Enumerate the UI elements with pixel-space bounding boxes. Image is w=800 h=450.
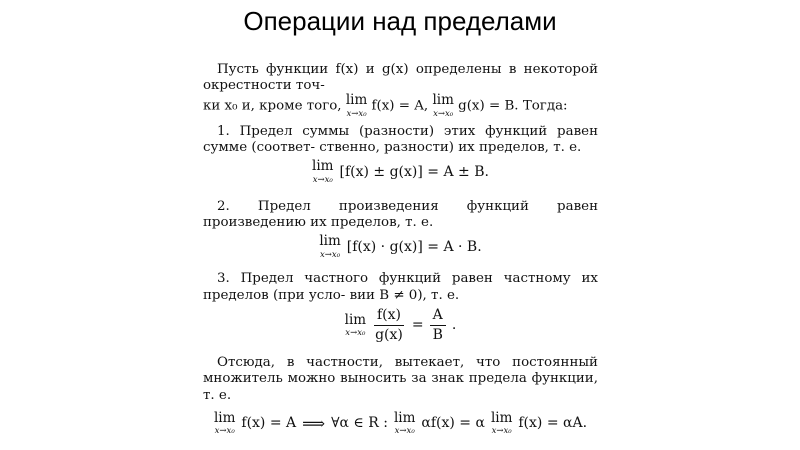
intro-line-2 xyxy=(203,94,598,118)
fraction-denominator: B xyxy=(432,327,443,344)
formula-constant-a: f(x) = A xyxy=(241,415,297,432)
then-word: Тогда: xyxy=(522,98,568,114)
formula-constant-b: αf(x) = α xyxy=(421,415,485,432)
forall-alpha: ∀α ∈ R : xyxy=(331,415,388,432)
limit-operator: lim x→x₀ xyxy=(490,409,513,437)
intro-line-2-start: ки x₀ и, кроме того, xyxy=(203,98,342,114)
rule-2-text: 2. Предел произведения функций равен произведению их пределов, т. е. xyxy=(203,199,598,231)
fraction-f-over-g xyxy=(372,308,406,344)
fraction-numerator: f(x) xyxy=(374,308,404,326)
limit-f-equals-a: f(x) = A, xyxy=(371,98,429,114)
formula-product xyxy=(203,235,598,259)
formula-sum-body: [f(x) ± g(x)] = A ± B. xyxy=(339,163,489,180)
limit-operator: lim x→x₀ xyxy=(213,409,236,437)
fraction-denominator: g(x) xyxy=(375,327,403,344)
formula-quotient xyxy=(203,308,598,344)
period: . xyxy=(451,317,457,334)
rule-1-text: 1. Предел суммы (разности) этих функций равен сумме (соответ- ственно, разности) их пределов, т. е. xyxy=(203,124,598,156)
limit-g-equals-b: g(x) = B. xyxy=(458,98,519,114)
formula-sum xyxy=(203,160,598,184)
limit-operator: lim x→x₀ xyxy=(319,233,341,260)
formula-constant-c: f(x) = αA. xyxy=(518,415,588,432)
document-body xyxy=(203,62,598,442)
implies-symbol: ⟹ xyxy=(302,414,326,434)
limit-operator: lim x→x₀ xyxy=(344,311,367,339)
fraction-numerator: A xyxy=(430,308,446,326)
rule-3-text: 3. Предел частного функций равен частному их пределов (при усло- вии B ≠ 0), т. е. xyxy=(203,271,598,303)
limit-operator: lim x→x₀ xyxy=(432,92,454,119)
equals-sign: = xyxy=(411,317,424,334)
limit-operator: lim x→x₀ xyxy=(312,158,334,185)
formula-product-body: [f(x) · g(x)] = A · B. xyxy=(346,239,482,256)
slide-title: Операции над пределами xyxy=(243,6,557,36)
limit-operator: lim x→x₀ xyxy=(393,409,416,437)
limit-operator: lim x→x₀ xyxy=(345,92,368,119)
fraction-a-over-b xyxy=(430,308,446,344)
corollary-text: Отсюда, в частности, вытекает, что постоянный множитель можно выносить за знак предела функции, т. е. xyxy=(203,355,598,403)
intro-line-1: Пусть функции f(x) и g(x) определены в некоторой окрестности точ- xyxy=(203,62,598,94)
formula-constant-factor xyxy=(203,409,598,437)
